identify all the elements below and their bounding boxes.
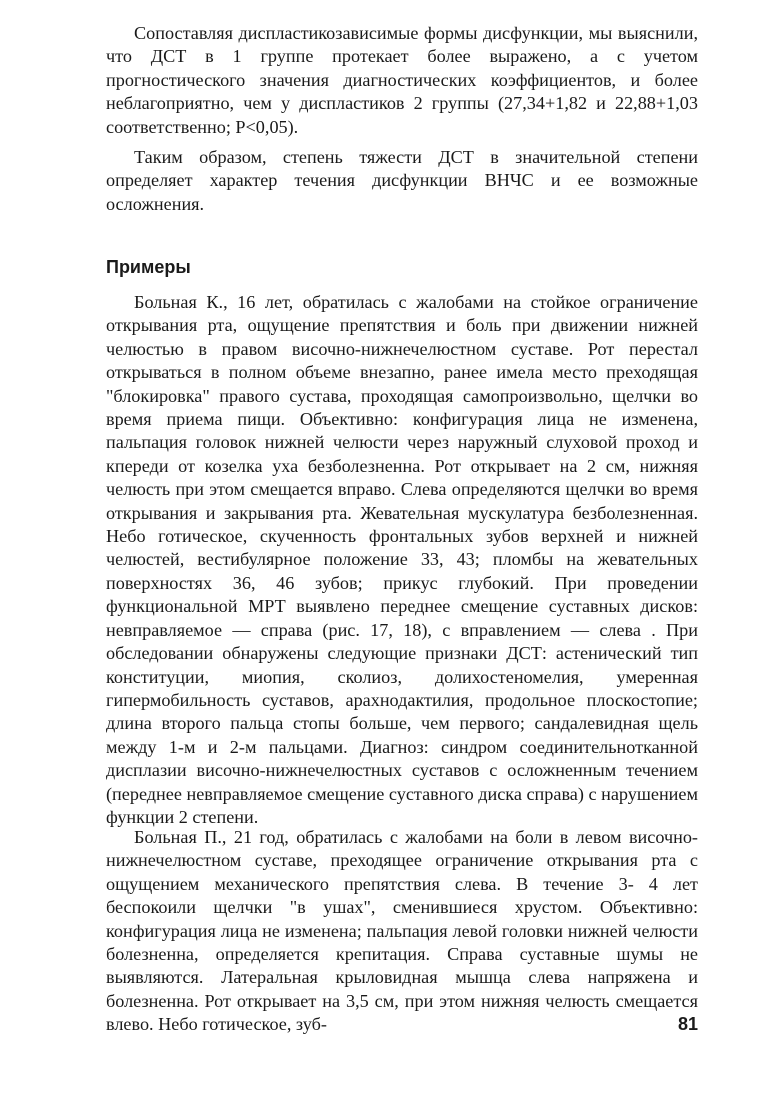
paragraph-case-p: Больная П., 21 год, обратилась с жалобами на боли в левом височно-нижнечелюстном суставе, преходящее ограничение открывания рта с ощущением механического препятствия слева. В течение 3- 4 лет беспокоили щелчки "в ушах", сменившиеся хрустом. Объективно: конфигурация лица не изменена; пальпация левой головки нижней челюсти болезненна, определяется крепитация. Справа суставные шумы не выявляются. Латеральная крыловидная мышца слева напряжена и болезненна. Рот открывает на 3,5 см, при этом нижняя челюсть смещается влево. Небо готическое, зуб- — [106, 827, 698, 1035]
page-number: 81 — [677, 1014, 698, 1034]
paragraph-conclusion: Таким образом, степень тяжести ДСТ в значительной степени определяет характер течения дисфункции ВНЧС и ее возможные осложнения. — [106, 147, 698, 214]
text-block-4 — [106, 826, 698, 1037]
paragraph-case-k: Больная К., 16 лет, обратилась с жалобами на стойкое ограничение открывания рта, ощущение препятствия и боль при движении нижней челюстью в правом височно-нижнечелюстном суставе. Рот перестал открываться в полном объеме внезапно, ранее имела место преходящая "блокировка" правого сустава, проходящая самопроизвольно, щелчки во время приема пищи. Объективно: конфигурация лица не изменена, пальпация головок нижней челюсти через наружный слуховой проход и кпереди от козелка уха безболезненна. Рот открывает на 2 см, нижняя челюсть при этом смещается вправо. Слева определяются щелчки во время открывания и закрывания рта. Жевательная мускулатура безболезненная. Небо готическое, скученность фронтальных зубов верхней и нижней челюстей, вестибулярное положение 33, 43; пломбы на жевательных поверхностях 36, 46 зубов; прикус глубокий. При проведении функциональной МРТ выявлено переднее смещение суставных дисков: невправляемое — справа (рис. 17, 18), с вправлением — слева . При обследовании обнаружены следующие признаки ДСТ: астенический тип конституции, миопия, сколиоз, долихостеномелия, умеренная гипермобильность суставов, арахнодактилия, продольное плоскостопие; длина второго пальца стопы больше, чем первого; сандалевидная щель между 1-м и 2-м пальцами. Диагноз: синдром соединительнотканной дисплазии височно-нижнечелюстных суставов с осложненным течением (переднее невправляемое смещение суставного диска справа) с нарушением функции 2 степени. — [106, 292, 698, 827]
text-block-1 — [106, 22, 698, 139]
text-block-2 — [106, 146, 698, 216]
section-heading: Примеры — [106, 257, 191, 277]
paragraph-comparison: Сопоставляя диспластикозависимые формы дисфункции, мы выяснили, что ДСТ в 1 группе протекает более выражено, а с учетом прогностического значения диагностических коэффициентов, и более неблагоприятно, чем у диспластиков 2 группы (27,34+1,82 и 22,88+1,03 соответственно; P<0,05). — [106, 23, 698, 137]
text-block-3 — [106, 291, 698, 829]
